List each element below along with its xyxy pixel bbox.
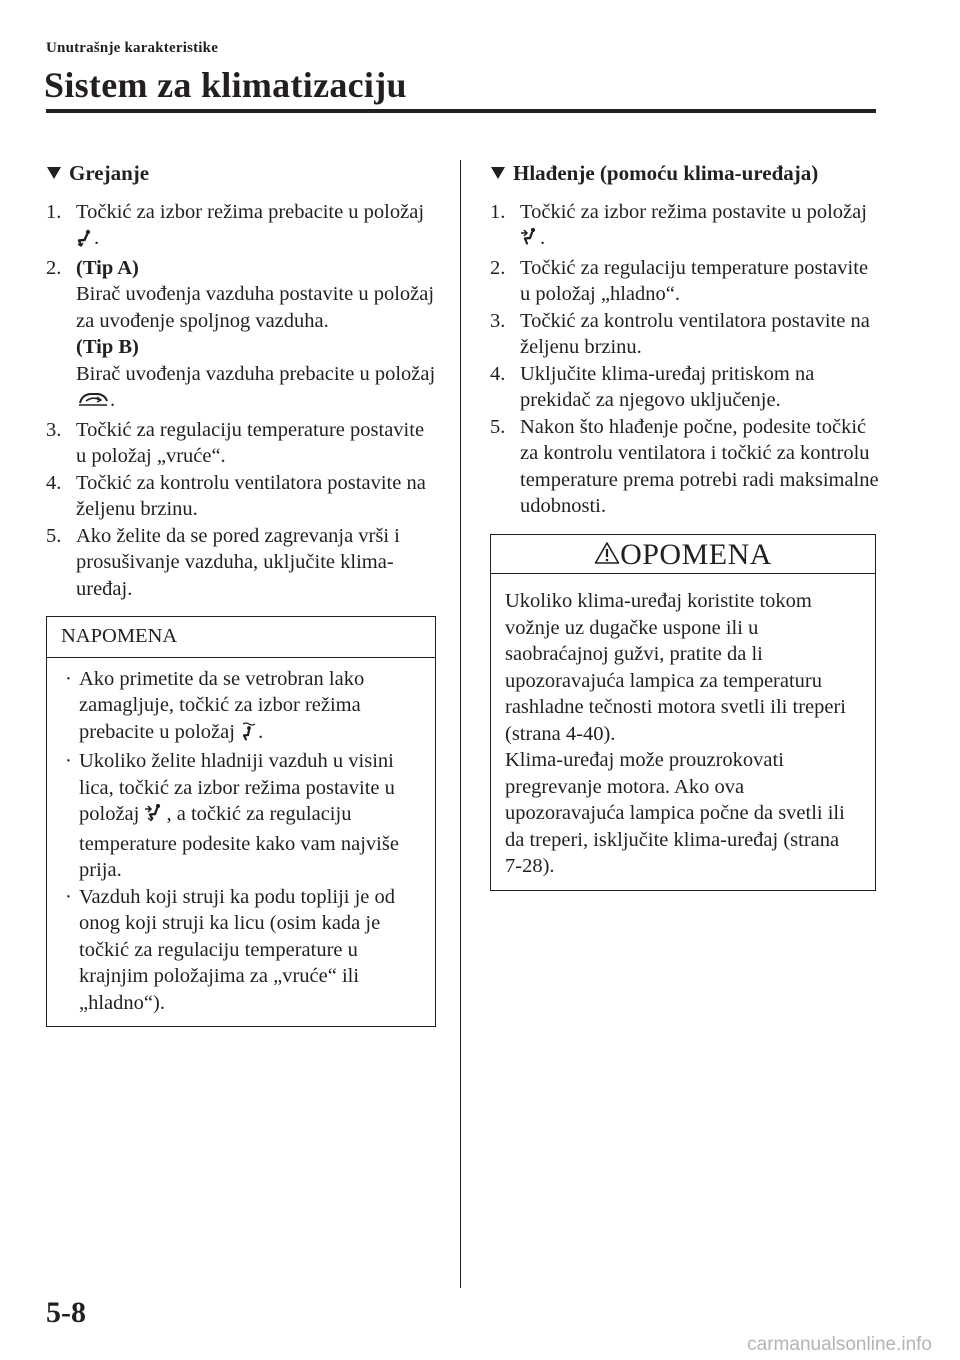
bullet-dot: · (65, 667, 72, 690)
heating-step-5 (46, 523, 436, 603)
step-number: 5. (46, 524, 62, 547)
warning-paragraph-1: Ukoliko klima-uređaj koristite tokom vožnje uz dugačke uspone ili u saobraćajnoj gužvi, pratite da li upozoravajuća lampica za temperaturu rashladne tečnosti motora svetli ili treperi (strana 4-40). (505, 590, 846, 745)
step-text: Točkić za kontrolu ventilatora postavite na željenu brzinu. (520, 309, 870, 358)
step-text-end: . (540, 227, 546, 249)
step-number: 1. (490, 200, 506, 223)
warning-title: OPOMENA (620, 537, 772, 571)
step-number: 2. (490, 256, 506, 279)
cooling-step-5 (490, 414, 880, 520)
note-bullet-3 (63, 884, 419, 1017)
step-number: 1. (46, 200, 62, 223)
section-triangle-icon (47, 167, 61, 179)
cooling-heading-text: Hlađenje (pomoću klima-uređaja) (513, 161, 819, 185)
heating-steps (46, 199, 436, 603)
heating-step-4 (46, 470, 436, 523)
page-title: Sistem za klimatizaciju (44, 65, 407, 105)
step-text: Točkić za regulaciju temperature postavite u položaj „hladno“. (520, 256, 869, 305)
heating-step-3 (46, 417, 436, 470)
type-b-text: Birač uvođenja vazduha prebacite u položaj (76, 362, 436, 385)
note-bullet-1 (63, 666, 419, 749)
warning-paragraph-2: Klima-uređaj može prouzrokovati pregrevanje motora. Ako ova upozoravajuća lampica počne da svetli ili da treperi, isključite klima-uređaj (strana 7-28). (505, 749, 845, 877)
warning-box (490, 534, 876, 891)
note-box (46, 616, 436, 1027)
step-number: 4. (490, 362, 506, 385)
step-text: Točkić za regulaciju temperature postavite u položaj „vruće“. (76, 418, 425, 467)
step-number: 3. (46, 418, 62, 441)
type-a-text: Birač uvođenja vazduha postavite u položaj za uvođenje spoljnog vazduha. (76, 283, 435, 332)
warning-triangle-icon (594, 541, 620, 570)
cooling-heading (490, 160, 880, 187)
right-column (490, 160, 880, 891)
step-number: 3. (490, 309, 506, 332)
cooling-steps (490, 199, 880, 520)
type-a-label: (Tip A) (76, 256, 139, 279)
step-text: Točkić za kontrolu ventilatora postavite na željenu brzinu. (76, 471, 426, 520)
step-text: Nakon što hlađenje počne, podesite točkić za kontrolu ventilatora i točkić za kontrolu temperature prema potrebi radi maksimalne udobnosti. (520, 415, 879, 517)
heating-step-2 (46, 255, 436, 417)
section-triangle-icon (491, 167, 505, 179)
watermark: carmanualsonline.info (747, 1334, 932, 1355)
step-number: 4. (46, 471, 62, 494)
note-title: NAPOMENA (47, 617, 435, 658)
cooling-step-4 (490, 361, 880, 414)
note-text: Vazduh koji struji ka podu topliji je od onog koji struji ka licu (osim kada je točkić za regulaciju temperature u krajnjim položajima za „vruće“ ili „hladno“). (79, 885, 396, 1014)
type-b-label: (Tip B) (76, 336, 139, 358)
step-text: Uključite klima-uređaj pritiskom na prekidač za njegovo uključenje. (520, 362, 815, 411)
type-b-text-end: . (110, 389, 116, 411)
step-text-end: . (94, 227, 100, 249)
mode-face-icon (520, 227, 540, 255)
step-number: 2. (46, 256, 62, 279)
bullet-dot: · (65, 750, 72, 772)
heating-heading-text: Grejanje (69, 161, 150, 185)
warning-header (491, 535, 875, 575)
note-body (47, 658, 435, 1027)
mode-defrost-floor-icon (240, 721, 258, 749)
header-subtitle: Unutrašnje karakteristike (46, 40, 219, 56)
recirculation-icon (76, 389, 110, 417)
cooling-step-3 (490, 308, 880, 361)
cooling-step-1 (490, 199, 880, 255)
column-divider (460, 160, 461, 1288)
note-text-end: , a točkić za regulaciju temperature podesite kako vam najviše prija. (79, 803, 399, 881)
mode-floor-icon (76, 228, 94, 255)
mode-bilevel-icon (144, 803, 166, 831)
note-text-end: . (258, 720, 264, 743)
note-text: Ako primetite da se vetrobran lako zamagljuje, točkić za izbor režima prebacite u položaj (79, 667, 365, 743)
step-text: Točkić za izbor režima postavite u položaj (520, 200, 867, 223)
note-bullet-2 (63, 748, 419, 884)
cooling-step-2 (490, 255, 880, 308)
step-text: Točkić za izbor režima prebacite u položaj (76, 200, 425, 223)
heating-heading (46, 160, 436, 187)
left-column (46, 160, 436, 1027)
page-number: 5-8 (46, 1296, 86, 1329)
step-text: Ako želite da se pored zagrevanja vrši i prosušivanje vazduha, uključite klima-uređaj. (76, 524, 400, 600)
bullet-dot: · (65, 885, 72, 908)
heating-step-1 (46, 199, 436, 255)
warning-body (491, 574, 875, 890)
note-text: Ukoliko želite hladniji vazduh u visini lica, točkić za izbor režima postavite u položaj (79, 750, 395, 825)
step-number: 5. (490, 415, 506, 438)
header-rule (46, 109, 876, 113)
